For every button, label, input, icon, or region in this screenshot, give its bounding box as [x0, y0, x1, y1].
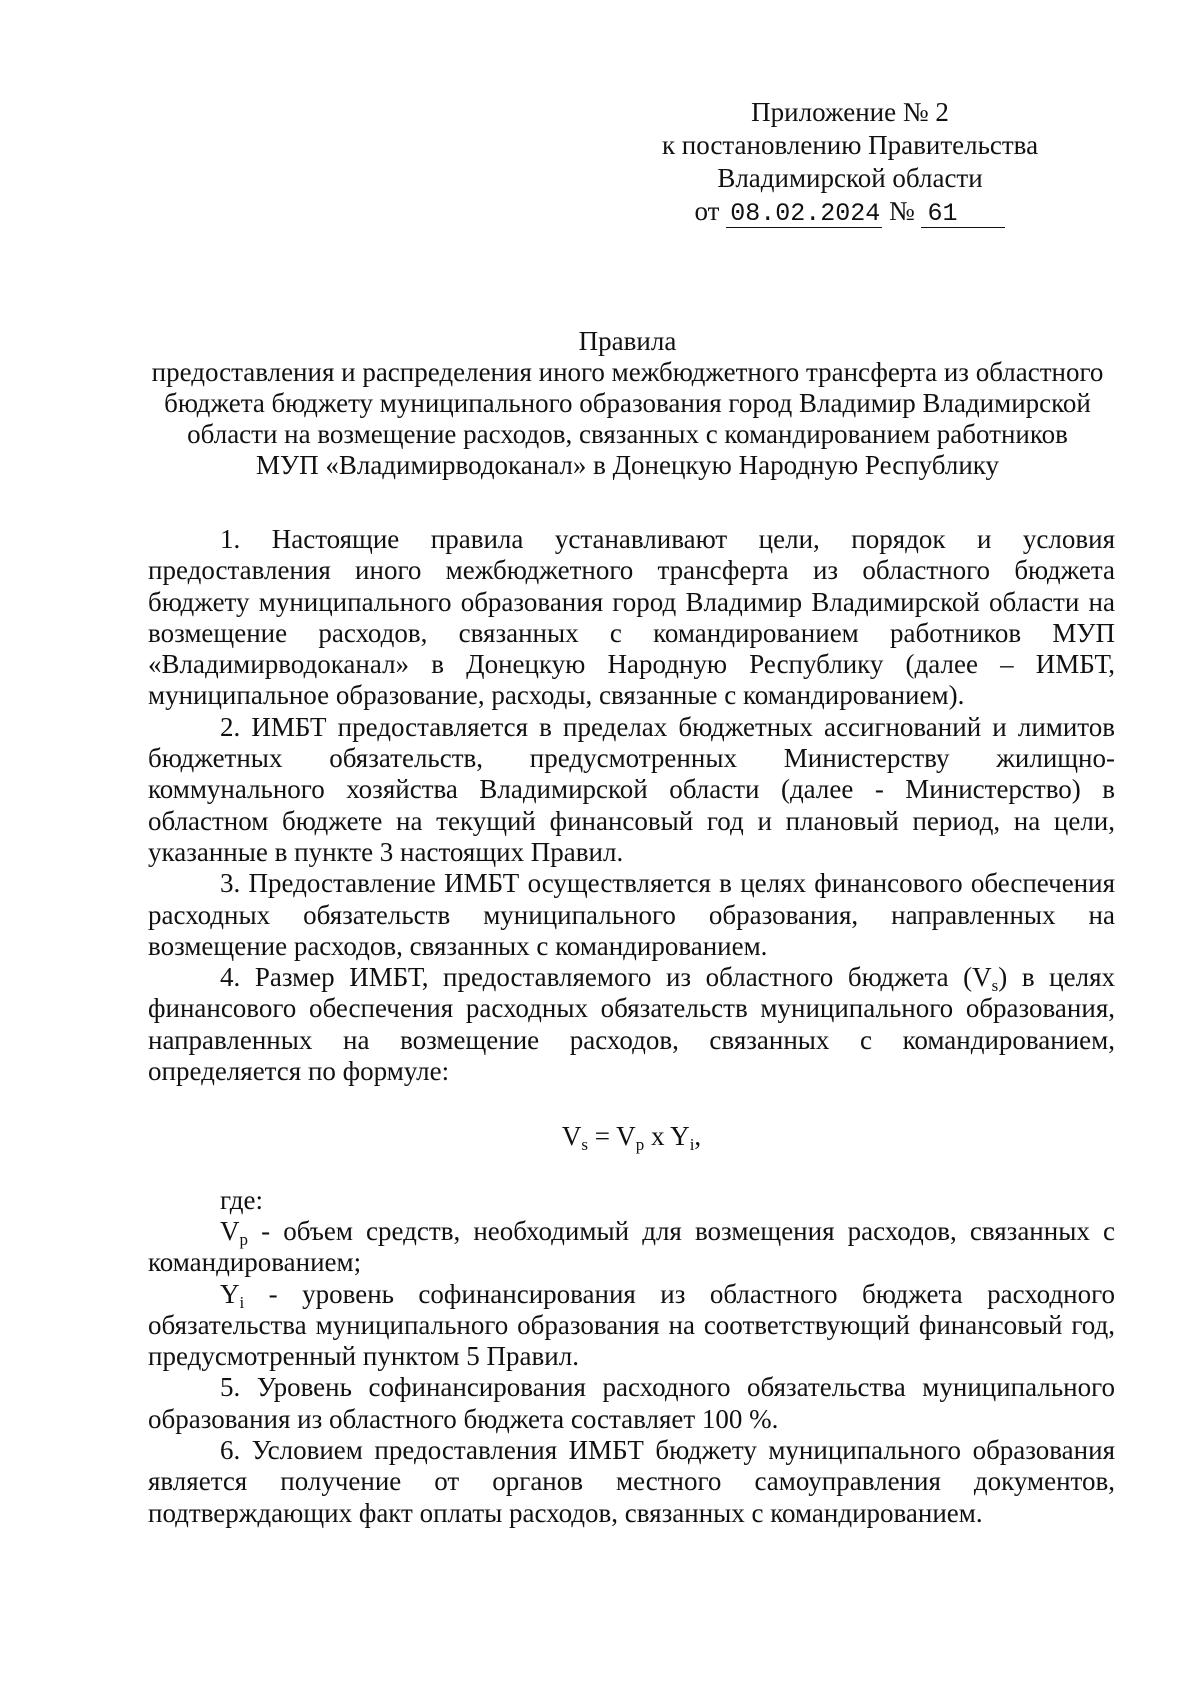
date-prefix: от [694, 196, 720, 226]
resolution-date: 08.02.2024 [726, 201, 882, 228]
paragraph-3: 3. Предоставление ИМБТ осуществляется в целях финансового обеспечения расходных обязательств муниципального образования, направленных на возмещение расходов, связанных с командированием. [148, 868, 1115, 961]
title-heading: Правила [578, 326, 677, 356]
paragraph-6: 6. Условием предоставления ИМБТ бюджету муниципального образования является получение от органов местного самоуправления документов, подтверждающих факт оплаты расходов, связанных с командированием. [148, 1435, 1115, 1528]
appendix-title: Приложение № 2 [751, 97, 949, 127]
document-body [148, 524, 1115, 1529]
where-label: где: [220, 1184, 263, 1215]
document-title [140, 326, 1115, 481]
title-line: предоставления и распределения иного межбюджетного трансферта из областного [151, 357, 1104, 387]
p4-text-start: 4. Размер ИМБТ, предоставляемого из областного бюджета (V [220, 962, 992, 993]
formula: $V_s = V_p$ x $Y_i$, [561, 1121, 702, 1155]
appendix-date-line [640, 195, 1060, 228]
title-line: МУП «Владимирводоканал» в Донецкую Народную Республику [255, 450, 1000, 480]
paragraph-2: 2. ИМБТ предоставляется в пределах бюджетных ассигнований и лимитов бюджетных обязательств, предусмотренных Министерству жилищно-коммунального хозяйства Владимирской области (далее - Министерство) в областном бюджете на текущий финансовый год и плановый период, на цели, указанные в пункте 3 настоящих Правил. [148, 711, 1115, 867]
resolution-number: 61 [921, 201, 1005, 228]
p4-subscript: s [991, 976, 999, 996]
paragraph-1: 1. Настоящие правила устанавливают цели, порядок и условия предоставления иного межбюджетного трансферта из областного бюджета бюджету муниципального образования город Владимир Владимирской области на возмещение расходов, связанных с командированием работников МУП «Владимирводоканал» в Донецкую Народную Республику (далее – ИМБТ, муниципальное образование, расходы, связанные с командированием). [148, 524, 1115, 711]
appendix-resolution: к постановлению Правительства [661, 130, 1039, 160]
definition-vp: $V_p$ - объем средств, необходимый для возмещения расходов, связанных с командированием; [148, 1215, 1115, 1278]
definition-yi: $Y_i$ - уровень софинансирования из областного бюджета расходного обязательства муниципального образования на соответствующий финансовый год, предусмотренный пунктом 5 Правил. [148, 1278, 1115, 1372]
appendix-region: Владимирской области [717, 163, 983, 193]
appendix-header [640, 96, 1060, 228]
number-prefix: № [888, 196, 915, 226]
paragraph-5: 5. Уровень софинансирования расходного обязательства муниципального образования из областного бюджета составляет 100 %. [148, 1372, 1115, 1434]
title-line: бюджета бюджету муниципального образования город Владимир Владимирской [164, 388, 1091, 418]
p4-text-end: ) в целях финансового обеспечения расходных обязательств муниципального образования, направленных на возмещение расходов, связанных с командированием, определяется по формуле: [148, 962, 1115, 1087]
paragraph-4 [148, 962, 1115, 1087]
title-line: области на возмещение расходов, связанных с командированием работников [187, 419, 1068, 449]
